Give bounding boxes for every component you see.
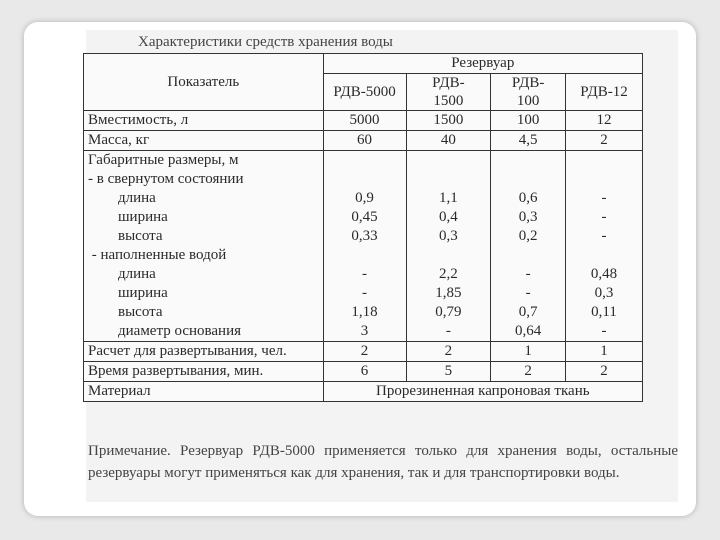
table-header-row <box>84 54 643 74</box>
row-label: Расчет для развертывания, чел. <box>84 342 324 362</box>
column-header: РДВ-12 <box>566 74 643 111</box>
cell: 2 <box>406 342 491 362</box>
material-value: Прорезиненная капроновая ткань <box>323 382 642 402</box>
cell: 2 <box>566 362 643 382</box>
cell: 4,5 <box>491 131 566 151</box>
table-row <box>84 131 643 151</box>
table-row <box>84 151 643 342</box>
row-label: Время развертывания, мин. <box>84 362 324 382</box>
cell: 0,6 0,3 0,2 - - 0,7 0,64 <box>491 151 566 342</box>
cell: 2 <box>323 342 406 362</box>
cell: 0,9 0,45 0,33 - - 1,18 3 <box>323 151 406 342</box>
cell: 12 <box>566 111 643 131</box>
table-row-material <box>84 382 643 402</box>
header-indicator: Показатель <box>84 54 324 111</box>
cell: 5 <box>406 362 491 382</box>
header-group: Резервуар <box>323 54 642 74</box>
specs-table <box>83 53 643 402</box>
cell: 1 <box>491 342 566 362</box>
cell: 1,1 0,4 0,3 2,2 1,85 0,79 - <box>406 151 491 342</box>
cell: - - - 0,48 0,3 0,11 - <box>566 151 643 342</box>
row-label: Вместимость, л <box>84 111 324 131</box>
column-header: РДВ-5000 <box>323 74 406 111</box>
row-label: Масса, кг <box>84 131 324 151</box>
cell: 60 <box>323 131 406 151</box>
column-header: РДВ- 1500 <box>406 74 491 111</box>
row-label: Материал <box>84 382 324 402</box>
column-header: РДВ- 100 <box>491 74 566 111</box>
table-caption: Характеристики средств хранения воды <box>138 34 393 50</box>
row-label: Габаритные размеры, м - в свернутом состоянии длина ширина высота - наполненные водой длина ширина высота диаметр основания <box>84 151 324 342</box>
cell: 1500 <box>406 111 491 131</box>
table-row <box>84 111 643 131</box>
footnote: Примечание. Резервуар РДВ-5000 применяется только для хранения воды, остальные резервуары могут применяться как для хранения, так и для транспортировки воды. <box>88 443 678 481</box>
cell: 100 <box>491 111 566 131</box>
cell: 6 <box>323 362 406 382</box>
cell: 40 <box>406 131 491 151</box>
table-row <box>84 342 643 362</box>
cell: 5000 <box>323 111 406 131</box>
table-row <box>84 362 643 382</box>
cell: 1 <box>566 342 643 362</box>
cell: 2 <box>491 362 566 382</box>
cell: 2 <box>566 131 643 151</box>
